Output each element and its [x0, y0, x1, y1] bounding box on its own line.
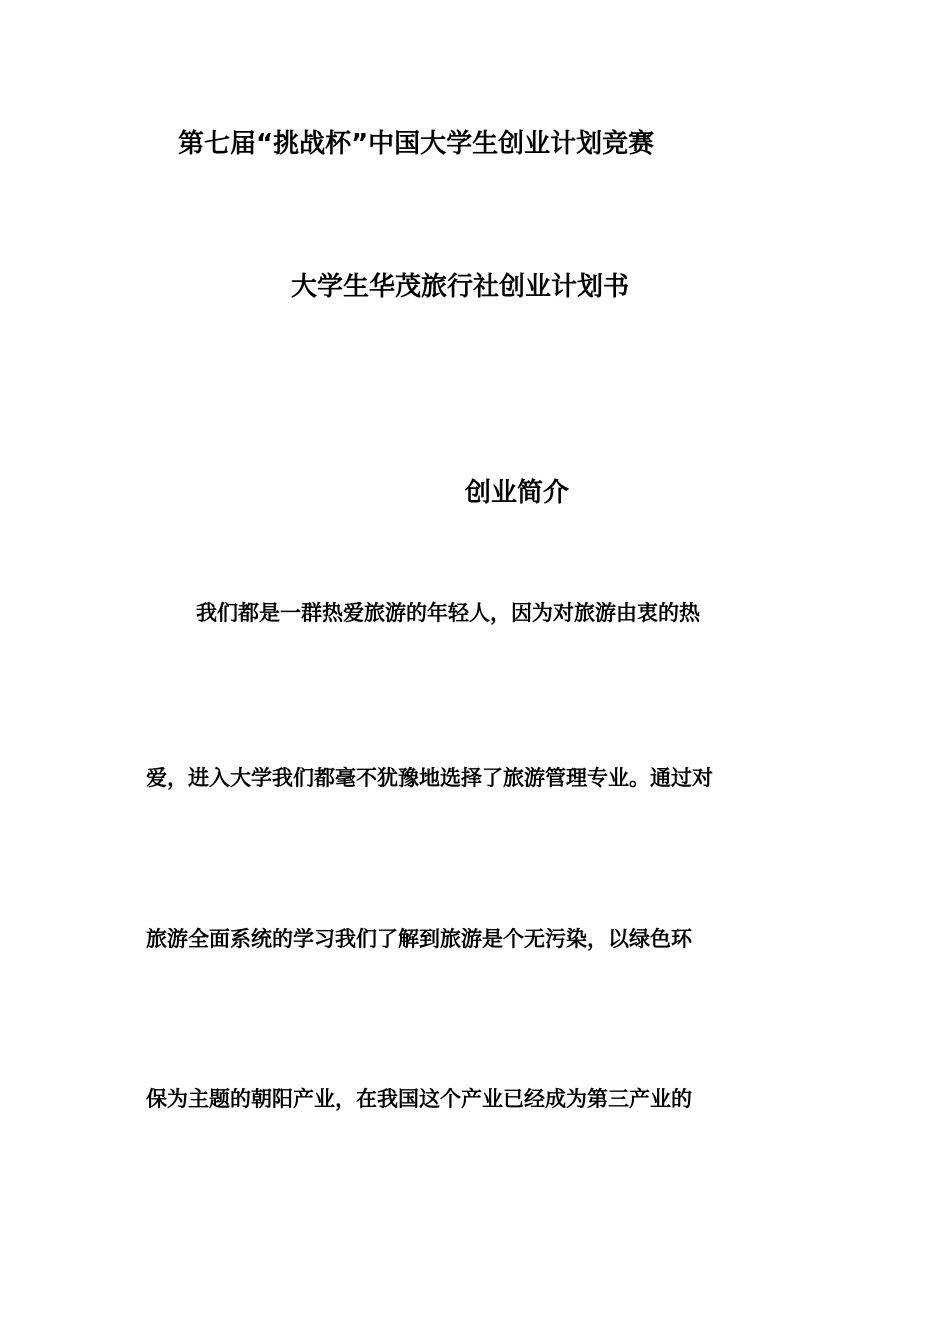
paragraph-line: 旅游全面系统的学习我们了解到旅游是个无污染，以绿色环 — [146, 927, 692, 951]
paragraph-line: 保为主题的朝阳产业，在我国这个产业已经成为第三产业的 — [146, 1087, 692, 1111]
paragraph-line: 爱，进入大学我们都毫不犹豫地选择了旅游管理专业。通过对 — [146, 766, 713, 790]
competition-title: 第七届“挑战杯”中国大学生创业计划竞赛 — [178, 129, 655, 159]
section-heading: 创业简介 — [465, 478, 570, 508]
plan-title: 大学生华茂旅行社创业计划书 — [291, 272, 630, 302]
paragraph-line: 我们都是一群热爱旅游的年轻人，因为对旅游由衷的热 — [196, 601, 700, 625]
